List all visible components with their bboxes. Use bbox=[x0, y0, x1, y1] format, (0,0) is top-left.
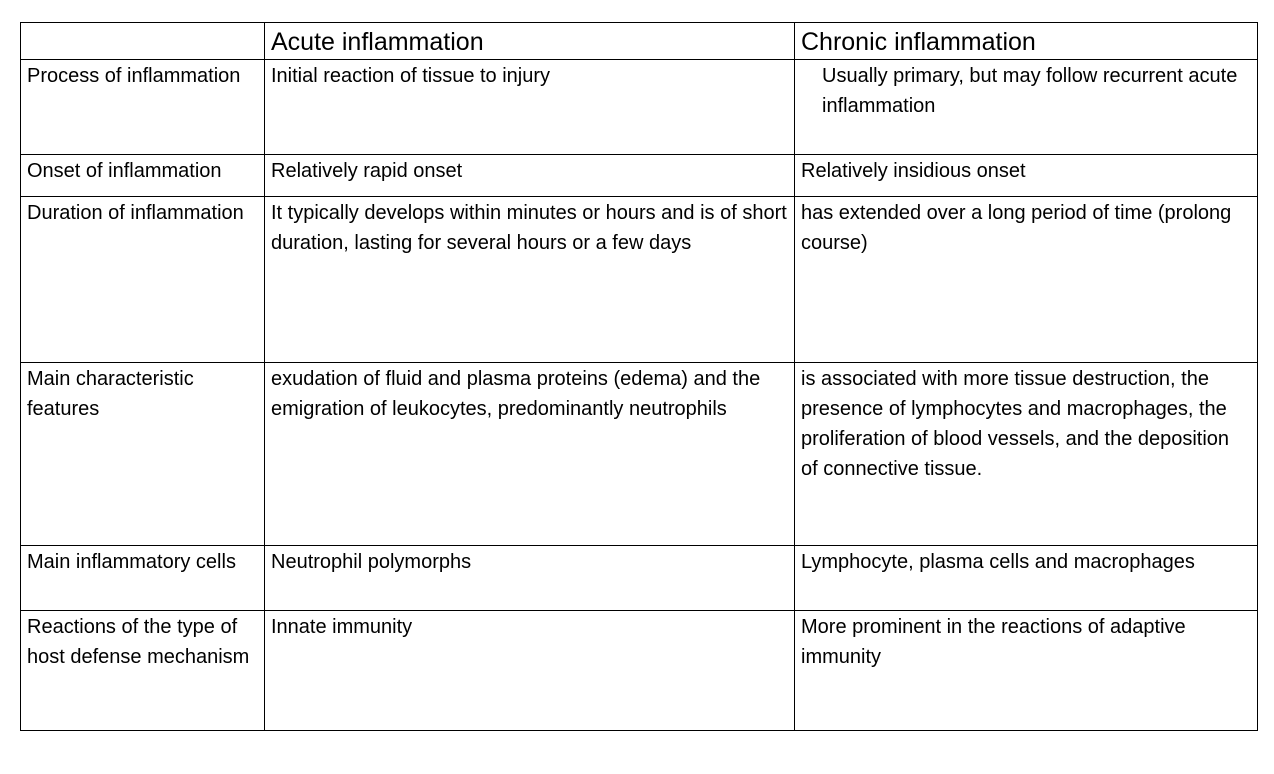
row-label: Main characteristic features bbox=[21, 363, 265, 546]
table-row bbox=[21, 197, 1258, 363]
chronic-cell: Usually primary, but may follow recurrent acute inflammation bbox=[795, 60, 1258, 155]
chronic-cell: has extended over a long period of time (prolong course) bbox=[795, 197, 1258, 363]
table-row bbox=[21, 546, 1258, 611]
acute-cell: Innate immunity bbox=[265, 611, 795, 731]
acute-cell: Initial reaction of tissue to injury bbox=[265, 60, 795, 155]
header-chronic: Chronic inflammation bbox=[795, 23, 1258, 60]
row-label: Onset of inflammation bbox=[21, 155, 265, 197]
chronic-cell: Lymphocyte, plasma cells and macrophages bbox=[795, 546, 1258, 611]
chronic-cell: Relatively insidious onset bbox=[795, 155, 1258, 197]
row-label: Process of inflammation bbox=[21, 60, 265, 155]
table-row bbox=[21, 155, 1258, 197]
chronic-cell: is associated with more tissue destruction, the presence of lymphocytes and macrophages, the proliferation of blood vessels, and the deposition of connective tissue. bbox=[795, 363, 1258, 546]
row-label: Reactions of the type of host defense mechanism bbox=[21, 611, 265, 731]
acute-cell: It typically develops within minutes or hours and is of short duration, lasting for several hours or a few days bbox=[265, 197, 795, 363]
acute-cell: Relatively rapid onset bbox=[265, 155, 795, 197]
table-row bbox=[21, 611, 1258, 731]
row-label: Duration of inflammation bbox=[21, 197, 265, 363]
acute-cell: Neutrophil polymorphs bbox=[265, 546, 795, 611]
row-label: Main inflammatory cells bbox=[21, 546, 265, 611]
table-row bbox=[21, 60, 1258, 155]
acute-cell: exudation of fluid and plasma proteins (edema) and the emigration of leukocytes, predominantly neutrophils bbox=[265, 363, 795, 546]
table-row bbox=[21, 363, 1258, 546]
chronic-cell: More prominent in the reactions of adaptive immunity bbox=[795, 611, 1258, 731]
header-acute: Acute inflammation bbox=[265, 23, 795, 60]
comparison-table bbox=[20, 22, 1258, 731]
header-empty-cell bbox=[21, 23, 265, 60]
header-row bbox=[21, 23, 1258, 60]
